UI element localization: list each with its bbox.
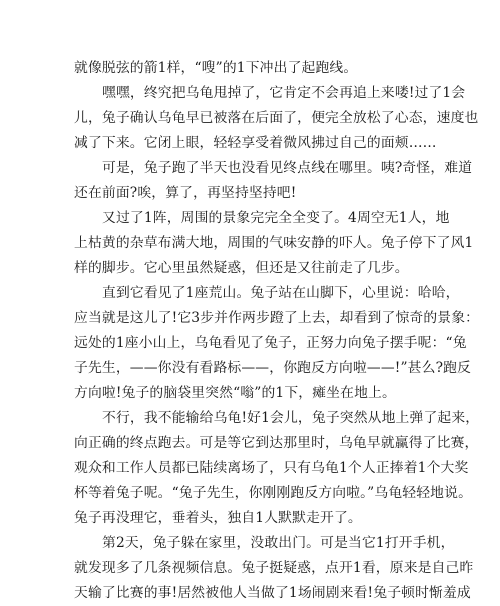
text-line: 天输了比赛的事!居然被他人当做了1场闹剧来看!兔子顿时惭羞成 xyxy=(74,585,471,601)
text-line: 杯等着兔子呢。“兔子先生，你刚刚跑反方向啦。”乌龟轻轻地说。 xyxy=(74,485,473,501)
text-line: 可是，兔子跑了半天也没看见终点线在哪里。咦?奇怪，难道 xyxy=(102,160,473,176)
text-line: 方向啦!兔子的脑袋里突然“嗡”的1下，瘫坐在地上。 xyxy=(74,385,396,401)
text-line: 向正确的终点跑去。可是等它到达那里时，乌龟早就赢得了比赛， xyxy=(74,435,479,451)
text-line: 第2天，兔子躲在家里，没敢出门。可是当它1打开手机， xyxy=(102,535,455,551)
story-text xyxy=(74,56,480,606)
text-line: 应当就是这儿了!它3步并作两步蹬了上去，却看到了惊奇的景象： xyxy=(74,310,480,326)
text-line: 儿，兔子确认乌龟早已被落在后面了，便完全放松了心态，速度也 xyxy=(74,110,479,126)
text-line: 上枯黄的杂草布满大地，周围的气味安静的吓人。兔子停下了风1 xyxy=(74,235,474,251)
text-line: 就发现多了几条视频信息。兔子挺疑惑，点开1看，原来是自己昨 xyxy=(74,560,474,576)
text-line: 不行，我不能输给乌龟!好1会儿，兔子突然从地上弹了起来， xyxy=(102,410,480,426)
text-line: 又过了1阵，周围的景象完完全全变了。4周空无1人，地 xyxy=(102,210,450,226)
text-line: 样的脚步。它心里虽然疑惑，但还是又往前走了几步。 xyxy=(74,260,409,276)
text-line: 子先生，——你没有看路标——，你跑反方向啦——!”甚么?跑反 xyxy=(74,360,472,376)
text-line: 兔子再没理它，垂着头，独自1人默默走开了。 xyxy=(74,510,362,526)
text-line: 远处的1座小山上，乌龟看见了兔子，正努力向兔子摆手呢：“兔 xyxy=(74,335,467,351)
text-line: 观众和工作人员都已陆续离场了，只有乌龟1个人正捧着1个大奖 xyxy=(74,460,469,476)
text-line: 减了下来。它闭上眼，轻轻享受着微风拂过自己的面颊…… xyxy=(74,135,437,151)
text-line: 就像脱弦的箭1样，“嗖”的1下冲出了起跑线。 xyxy=(74,60,358,76)
text-line: 嘿嘿，终究把乌龟甩掉了，它肯定不会再追上来喽!过了1会 xyxy=(102,85,466,101)
text-line: 直到它看见了1座荒山。兔子站在山脚下，心里说：哈哈， xyxy=(102,285,460,301)
text-line: 还在前面?唉，算了，再坚持坚持吧! xyxy=(74,185,297,201)
